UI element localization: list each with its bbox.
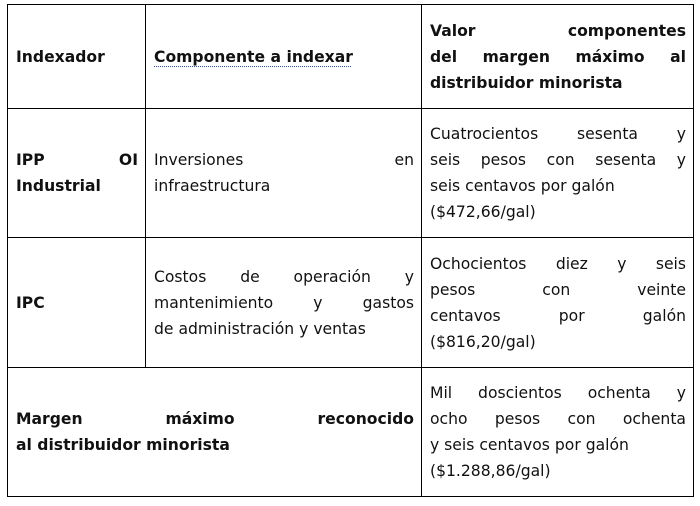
row2-value-line-3: centavos por galón (430, 306, 686, 325)
total-label (8, 367, 422, 496)
row1-value-line-3: seis centavos por galón (430, 177, 615, 196)
total-value-line-4: ($1.288,86/gal) (430, 461, 551, 480)
row2-component-line-1: Costos de operación y (154, 267, 414, 286)
row2-component-line-2: mantenimiento y gastos (154, 293, 414, 312)
total-label-line-2: al distribuidor minorista (16, 435, 230, 454)
row2-value-line-2: pesos con veinte (430, 280, 686, 299)
header-value-line-3: distribuidor minorista (430, 73, 623, 92)
header-indexer (8, 5, 146, 109)
header-value-line-2: del margen máximo al (430, 47, 686, 66)
row2-value-line-4: ($816,20/gal) (430, 332, 536, 351)
header-value (422, 5, 694, 109)
total-value-line-3: y seis centavos por galón (430, 435, 629, 454)
row2-component-line-3: de administración y ventas (154, 319, 366, 338)
total-value-line-2: ocho pesos con ochenta (430, 409, 686, 428)
total-label-line-1: Margen máximo reconocido (16, 409, 414, 428)
row1-indexer-line-1: IPP OI (16, 151, 138, 170)
row1-value (422, 109, 694, 238)
row1-indexer-line-2: Industrial (16, 177, 101, 196)
table-row (8, 109, 694, 238)
header-value-line-1: Valor componentes (430, 21, 686, 40)
row2-indexer (8, 238, 146, 367)
row1-component-line-2: infraestructura (154, 177, 271, 196)
row2-value-line-1: Ochocientos diez y seis (430, 254, 686, 273)
total-value-line-1: Mil doscientos ochenta y (430, 383, 686, 402)
table-row (8, 367, 694, 496)
row1-indexer (8, 109, 146, 238)
header-component-label: Componente a indexar (154, 47, 353, 66)
row2-value (422, 238, 694, 367)
row1-value-line-2: seis pesos con sesenta y (430, 151, 686, 170)
row1-component (146, 109, 422, 238)
row1-value-line-1: Cuatrocientos sesenta y (430, 125, 686, 144)
header-indexer-label: Indexador (16, 47, 105, 66)
row1-component-line-1: Inversiones en (154, 151, 414, 170)
table-row (8, 238, 694, 367)
table-header-row (8, 5, 694, 109)
row1-value-line-4: ($472,66/gal) (430, 203, 536, 222)
row2-indexer-label: IPC (16, 293, 45, 312)
row2-component (146, 238, 422, 367)
margin-table (7, 4, 694, 497)
total-value (422, 367, 694, 496)
header-component (146, 5, 422, 109)
